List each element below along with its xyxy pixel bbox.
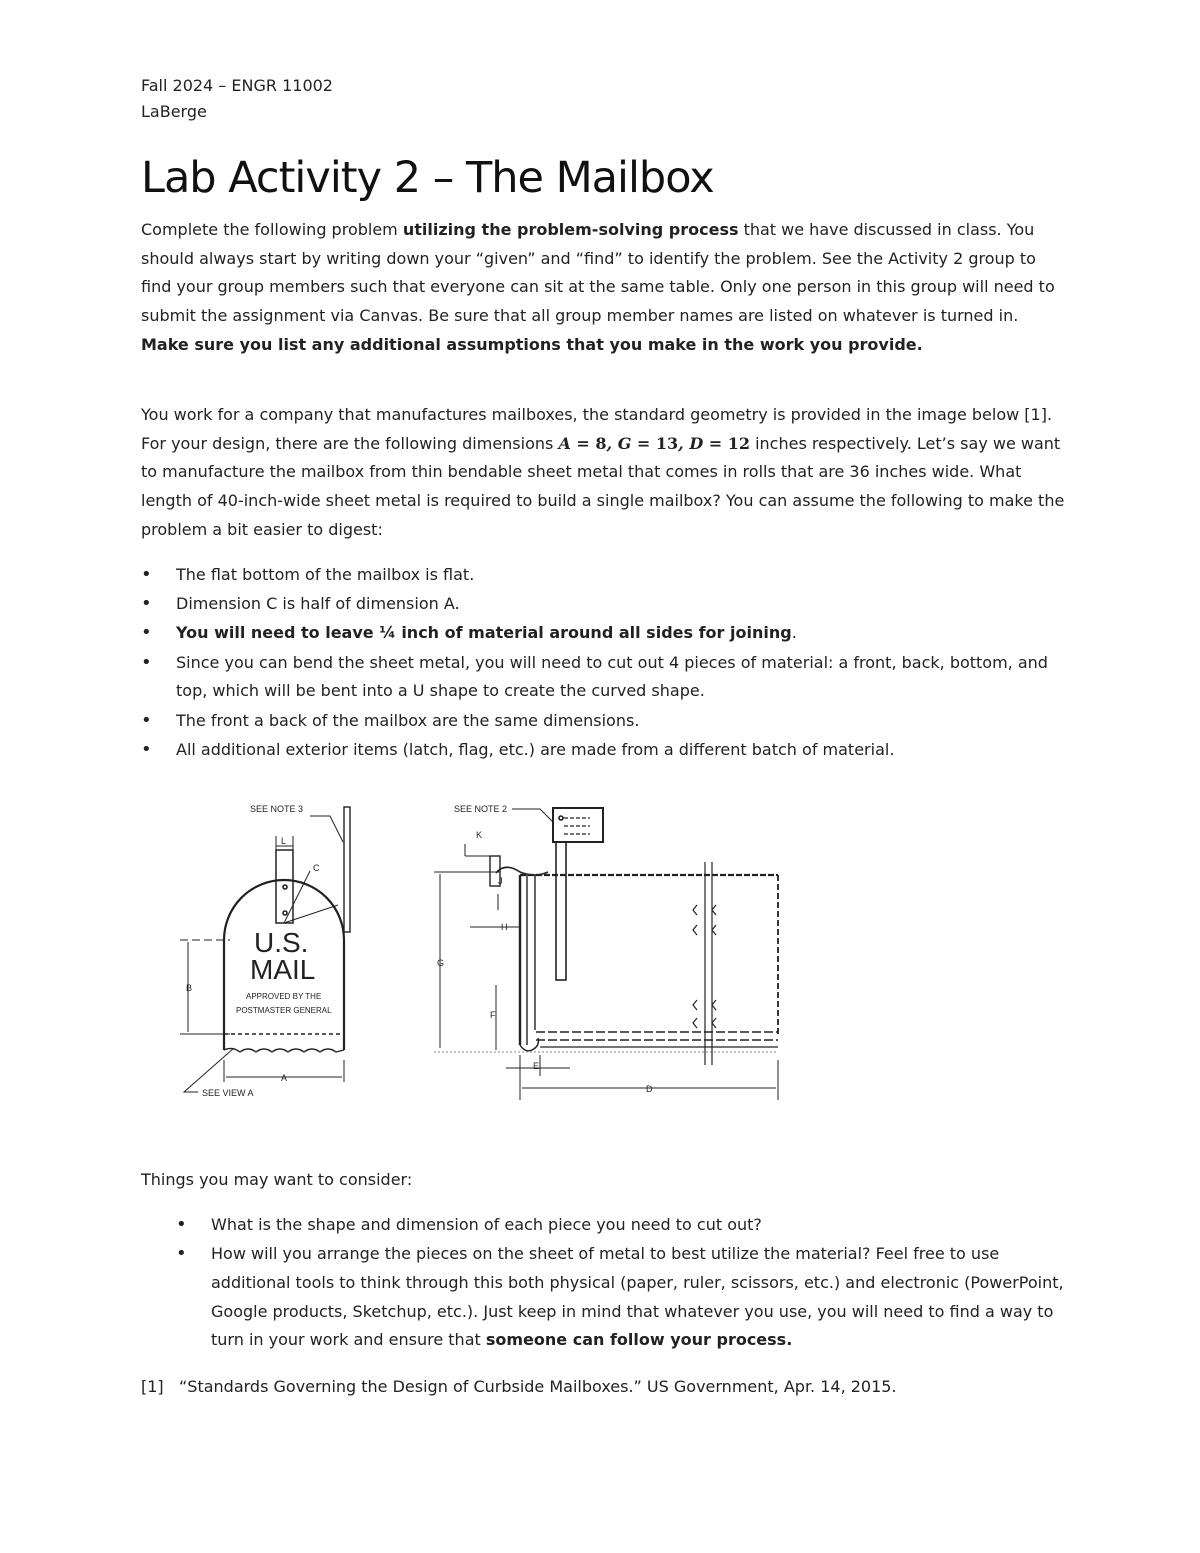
course-header: Fall 2024 – ENGR 11002	[141, 76, 333, 95]
list-item	[176, 1240, 1076, 1355]
considerations-heading: Things you may want to consider:	[141, 1170, 413, 1189]
dim-g-value: 13	[655, 433, 679, 453]
see-view-a-label: SEE VIEW A	[202, 1088, 254, 1098]
reference-number: [1]	[141, 1377, 164, 1396]
dim-j-label: J	[498, 876, 503, 886]
intro-text-1: Complete the following problem	[141, 220, 403, 239]
list-item: • You will need to leave ¼ inch of material around all sides for joining.	[141, 619, 1071, 648]
dim-c-label: C	[313, 863, 320, 873]
problem-text-1: You work for a company that manufactures mailboxes, the standard geometry is provided in the image below [1]. For your design, there are the following dimensions	[141, 405, 1053, 453]
dim-b-label: B	[186, 983, 193, 993]
see-note-3-label: SEE NOTE 3	[250, 804, 304, 814]
dim-h-label: H	[501, 922, 508, 932]
consideration-text: How will you arrange the pieces on the sheet of metal to best utilize the material? Feel free to use additional tools to think through this both physical (paper, ruler, scissors, etc.) and electronic (PowerPoint, Google products, Sketchup, etc.). Just keep in mind that whatever you use, you will need to find a way to turn in your work and ensure that	[211, 1244, 1064, 1350]
dimension-values: A = 8, G = 13, D = 12	[558, 433, 750, 453]
dim-l-label: L	[281, 836, 287, 846]
consideration-bold: someone can follow your process.	[485, 1330, 793, 1350]
dim-k-label: K	[476, 830, 483, 840]
dim-a-label: A	[281, 1073, 288, 1083]
list-item: • All additional exterior items (latch, flag, etc.) are made from a different batch of material.	[141, 736, 1071, 765]
intro-bold-1: utilizing the problem-solving process	[402, 220, 739, 239]
list-item: • The flat bottom of the mailbox is flat.	[141, 561, 1071, 590]
mailbox-flag	[553, 808, 603, 842]
approved-label: APPROVED BY THE	[246, 992, 322, 1001]
dim-g-symbol: G	[617, 433, 632, 453]
considerations-list	[176, 1211, 1076, 1356]
see-note-2-label: SEE NOTE 2	[454, 804, 508, 814]
list-item: • Dimension C is half of dimension A.	[141, 590, 1071, 619]
joining-assumption: You will need to leave ¼ inch of material around all sides for joining	[176, 623, 792, 643]
list-item: • The front a back of the mailbox are the same dimensions.	[141, 707, 1071, 736]
list-item: • Since you can bend the sheet metal, you will need to cut out 4 pieces of material: a front, back, bottom, and top, which will be bent into a U shape to create the curved shape.	[141, 649, 1071, 706]
dim-a-value: 8	[595, 433, 607, 453]
intro-text-2: that we have discussed in class. You should always start by writing down your “given” and “find” to identify the problem. See the Activity 2 group to find your group members such that everyone can sit at the same table. Only one person in this group will need to submit the assignment via Canvas. Be sure that all group member names are listed on whatever is turned in.	[141, 220, 1055, 326]
instructor-name: LaBerge	[141, 102, 207, 121]
list-item: • What is the shape and dimension of each piece you need to cut out?	[176, 1211, 1076, 1240]
mail-label: MAIL	[250, 954, 316, 985]
reference	[141, 1373, 897, 1401]
reference-text: “Standards Governing the Design of Curbside Mailboxes.” US Government, Apr. 14, 2015.	[179, 1377, 897, 1396]
dim-d-value: 12	[727, 433, 750, 453]
intro-bold-2: Make sure you list any additional assumptions that you make in the work you provide.	[141, 334, 923, 354]
dim-d-symbol: D	[689, 433, 704, 453]
page-title: Lab Activity 2 – The Mailbox	[141, 153, 714, 203]
dim-d-label: D	[646, 1084, 653, 1094]
problem-text-2: inches respectively. Let’s say we want to manufacture the mailbox from thin bendable sheet metal that comes in rolls that are 36 inches wide. What length of 40-inch-wide sheet metal is required to build a single mailbox? You can assume the following to make the problem a bit easier to digest:	[141, 433, 1065, 539]
us-label: U.S.	[254, 927, 309, 958]
dim-g-label: G	[437, 958, 445, 968]
dim-e-label: E	[533, 1061, 540, 1071]
dim-f-label: F	[490, 1010, 496, 1020]
postmaster-label: POSTMASTER GENERAL	[236, 1006, 332, 1015]
dim-a-symbol: A	[558, 433, 571, 453]
